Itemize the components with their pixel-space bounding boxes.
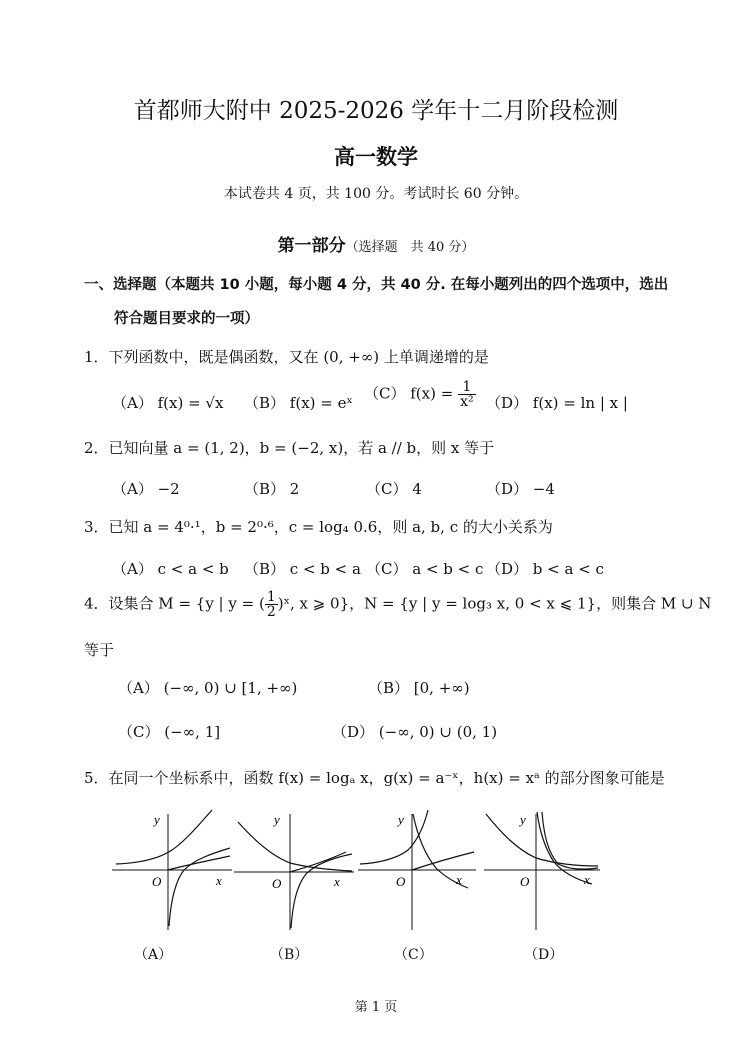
q1-option-c-denominator: x² [460, 394, 474, 410]
curve-exp-increasing [360, 810, 428, 864]
x-axis-label: x [584, 872, 590, 887]
q1-option-c-numerator: 1 [458, 380, 476, 395]
q5-graph-b [234, 808, 356, 938]
q5-caption-d: （D） [524, 947, 564, 963]
y-axis-label: y [520, 812, 526, 827]
q1-option-d: （D） f(x) = ln | x | [486, 394, 628, 412]
curve-power [168, 856, 230, 870]
q4-option-d: （D） (−∞, 0) ∪ (0, 1) [332, 723, 498, 741]
q4-option-a: （A） (−∞, 0) ∪ [1, +∞) [118, 679, 298, 697]
q1-option-b: （B） f(x) = eˣ [244, 394, 353, 412]
q2-option-a: （A） −2 [112, 480, 180, 498]
origin-label: O [152, 874, 162, 889]
q5-stem: 5．在同一个坐标系中，函数 f(x) = logₐ x，g(x) = a⁻ˣ，h(x) = xᵃ 的部分图象可能是 [84, 769, 665, 787]
q1-option-c [364, 380, 476, 409]
q2-option-d: （D） −4 [486, 480, 555, 498]
x-axis-label: x [216, 873, 222, 888]
y-axis-label: y [274, 812, 280, 827]
curve-power [290, 852, 346, 872]
curve-power [542, 812, 598, 869]
q3-option-d: （D） b < a < c [486, 560, 604, 578]
q4-option-c: （C） (−∞, 1] [118, 723, 221, 741]
q5-graph-c [356, 808, 478, 938]
q4-stem-numerator: 1 [266, 589, 276, 605]
q3-option-a: （A） c < a < b [112, 560, 229, 578]
q3-option-c: （C） a < b < c [366, 560, 484, 578]
q5-caption-a: （A） [134, 947, 173, 963]
x-axis-label: x [334, 874, 340, 889]
q5-caption-b: （B） [270, 947, 309, 963]
origin-label: O [396, 874, 406, 889]
curve-power [412, 852, 474, 870]
y-axis-label: y [154, 812, 160, 827]
part-heading [0, 231, 752, 256]
q4-stem-denominator: 2 [266, 604, 276, 620]
q4-stem-suffix: )ˣ, x ⩾ 0}，N = {y | y = log₃ x, 0 < x ⩽ 1}，则集合 M ∪ N [277, 594, 712, 613]
origin-label: O [272, 876, 282, 891]
q2-option-b: （B） 2 [244, 480, 300, 498]
curve-exp-decreasing [486, 814, 598, 866]
q3-option-b: （B） c < b < a [244, 560, 361, 578]
q4-stem-prefix: 4．设集合 M = {y | y = ( [84, 594, 265, 613]
section-instructions-line1: 一、选择题（本题共 10 小题，每小题 4 分，共 40 分. 在每小题列出的四个选项中，选出 [84, 277, 669, 293]
q1-option-c-prefix: （C） f(x) = [364, 384, 454, 403]
q4-stem-fraction [265, 590, 278, 619]
q4-stem [84, 590, 711, 619]
section-instructions-line2: 符合题目要求的一项） [114, 311, 259, 327]
q1-stem: 1．下列函数中，既是偶函数，又在 (0, +∞) 上单调递增的是 [84, 348, 489, 366]
part-title: 第一部分 [277, 236, 346, 256]
q4-stem-line2: 等于 [84, 641, 115, 659]
q2-option-c: （C） 4 [366, 480, 422, 498]
curve-exp-decreasing [238, 822, 352, 871]
q5-graph-a [112, 808, 234, 938]
q2-stem: 2．已知向量 a = (1, 2)，b = (−2, x)，若 a // b，则 x 等于 [84, 439, 495, 457]
origin-label: O [520, 874, 530, 889]
q5-graph-d [480, 808, 602, 938]
part-subtitle: （选择题 共 40 分） [345, 240, 475, 255]
curve-exp-increasing [116, 810, 212, 864]
page-number: 第 1 页 [354, 1000, 398, 1015]
q4-option-b: （B） [0, +∞) [368, 679, 470, 697]
exam-note: 本试卷共 4 页，共 100 分。考试时长 60 分钟。 [223, 186, 529, 202]
x-axis-label: x [456, 872, 462, 887]
q1-option-c-fraction [458, 380, 476, 409]
y-axis-label: y [398, 812, 404, 827]
q1-option-a: （A） f(x) = √x [112, 394, 224, 412]
q5-caption-c: （C） [394, 947, 433, 963]
exam-title: 首都师大附中 2025-2026 学年十二月阶段检测 [133, 98, 619, 124]
q3-stem: 3．已知 a = 4⁰·¹，b = 2⁰·⁶，c = log₄ 0.6，则 a, b, c 的大小关系为 [84, 518, 553, 536]
subject-title: 高一数学 [334, 144, 418, 169]
